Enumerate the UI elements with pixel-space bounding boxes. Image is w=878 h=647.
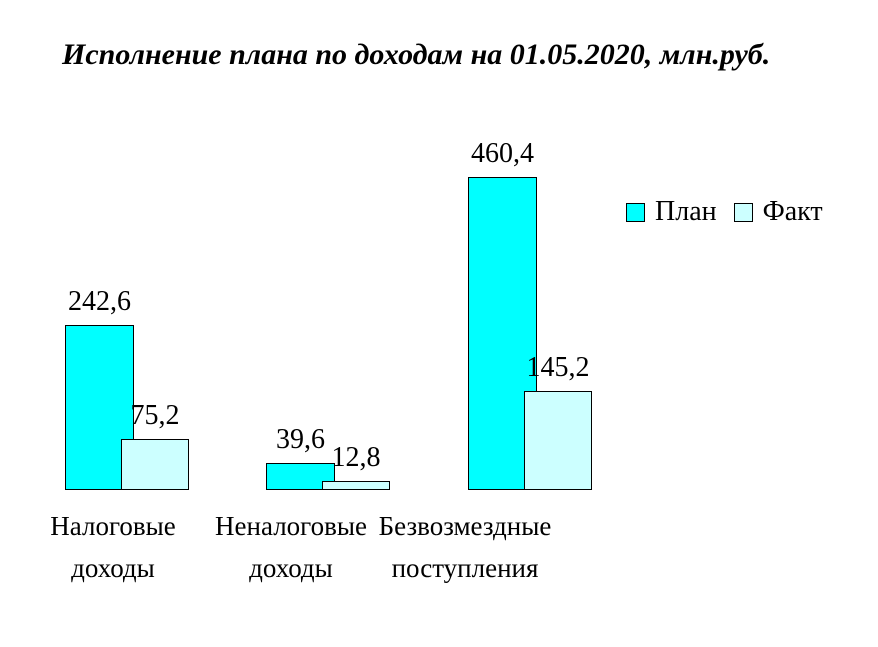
- category-label-line: Неналоговые: [215, 511, 367, 541]
- value-label-plan-2: 460,4: [471, 138, 534, 169]
- category-label-line: доходы: [249, 553, 333, 583]
- bar-fact-2: [524, 391, 592, 490]
- chart-title: Исполнение плана по доходам на 01.05.2020, млн.руб.: [62, 38, 771, 71]
- value-label-fact-1: 12,8: [331, 442, 381, 473]
- value-label-fact-2: 145,2: [526, 352, 590, 383]
- category-label-line: доходы: [71, 553, 155, 583]
- bar-fact-0: [121, 439, 189, 490]
- category-label-line: поступления: [391, 553, 539, 583]
- category-label-line: Налоговые: [50, 511, 176, 541]
- value-label-plan-1: 39,6: [276, 424, 325, 455]
- bar-fact-1: [322, 481, 390, 490]
- value-label-plan-0: 242,6: [68, 286, 131, 317]
- value-label-fact-0: 75,2: [130, 400, 180, 431]
- category-label-2: [355, 505, 575, 589]
- legend-label-fact: Факт: [762, 196, 823, 227]
- legend-label-plan: План: [655, 196, 717, 227]
- category-label-line: Безвозмездные: [378, 511, 552, 541]
